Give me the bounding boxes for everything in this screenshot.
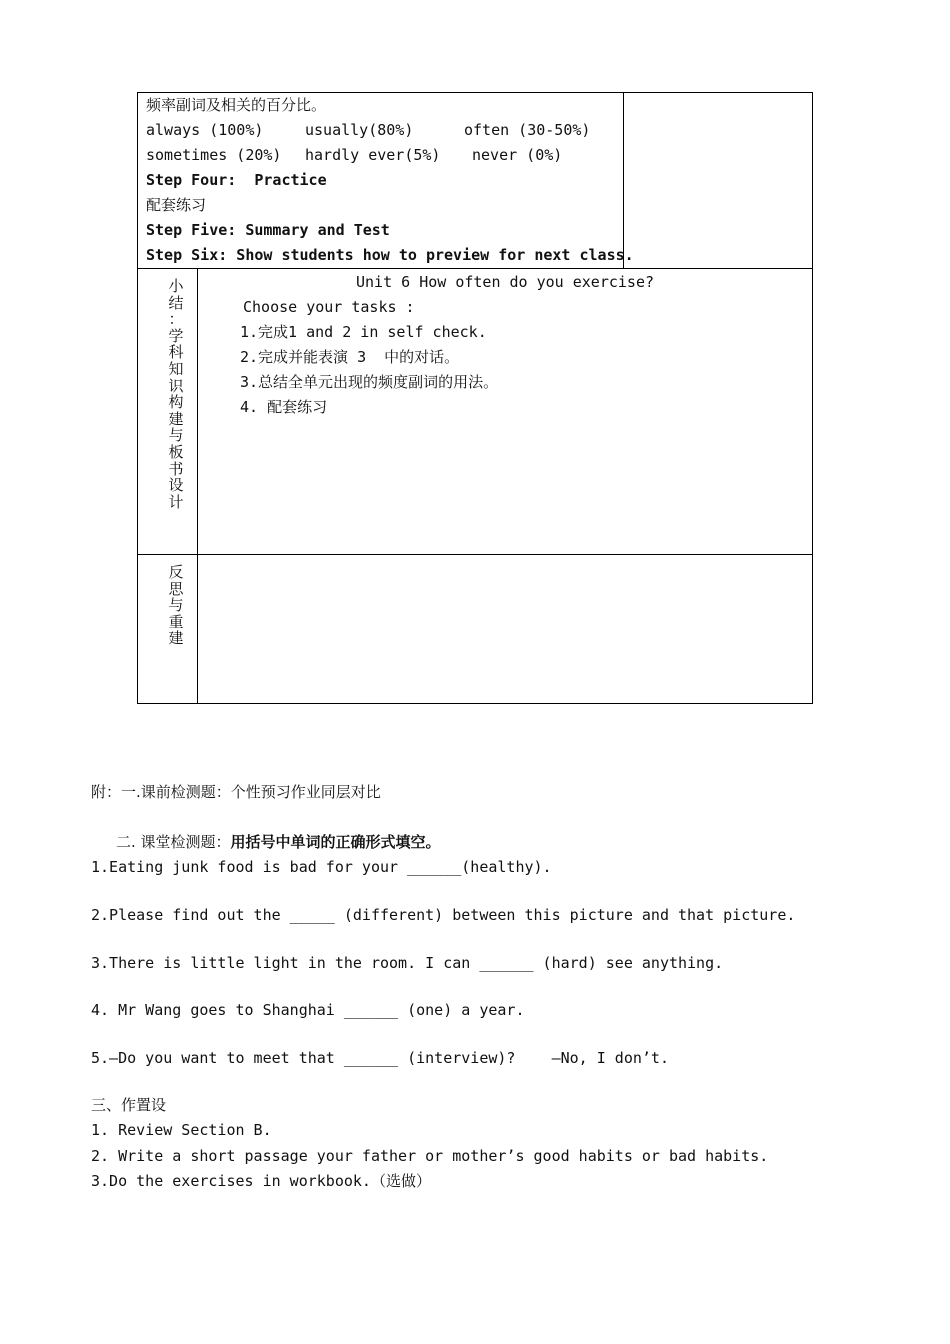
unit-title: Unit 6 How often do you exercise? — [355, 273, 654, 291]
table-bottom-border — [137, 703, 813, 704]
summary-label: 小 结 ： 学 科 知 识 构 建 与 板 书 设 计 — [168, 277, 184, 511]
appendix-part-1: 附：一.课前检测题：个性预习作业同层对比 — [91, 783, 381, 801]
task-item: 3.总结全单元出现的频度副词的用法。 — [240, 373, 499, 391]
step-four-detail: 配套练习 — [146, 196, 207, 214]
homework-item: 2. Write a short passage your father or mother’s good habits or bad habits. — [91, 1147, 769, 1165]
freq-hardly-ever: hardly ever(5%) — [305, 146, 441, 164]
question-item: 4. Mr Wang goes to Shanghai ______ (one) a year. — [91, 1001, 525, 1019]
freq-often: often (30-50%) — [464, 121, 591, 139]
question-item: 2.Please find out the _____ (different) between this picture and that picture. — [91, 906, 796, 924]
question-item: 1.Eating junk food is bad for your ______(healthy). — [91, 858, 552, 876]
table-right-border — [812, 92, 813, 704]
question-item: 5.—Do you want to meet that ______ (interview)? —No, I don’t. — [91, 1049, 669, 1067]
step-five: Step Five: Summary and Test — [146, 221, 390, 239]
step-four: Step Four: Practice — [146, 171, 327, 189]
table-left-border — [137, 92, 138, 704]
row-divider-2 — [137, 554, 813, 555]
row-divider-1 — [137, 268, 813, 269]
question-item: 3.There is little light in the room. I can ______ (hard) see anything. — [91, 954, 724, 972]
homework-item: 1. Review Section B. — [91, 1121, 272, 1139]
task-item: 2.完成并能表演 3 中的对话。 — [240, 348, 460, 366]
freq-never: never (0%) — [472, 146, 563, 164]
appendix-part-2: 二. 课堂检测题：用括号中单词的正确形式填空。 — [116, 833, 441, 851]
freq-title: 频率副词及相关的百分比。 — [146, 96, 327, 114]
reflection-label: 反 思 与 重 建 — [168, 563, 184, 648]
homework-item: 3.Do the exercises in workbook.（选做） — [91, 1172, 431, 1190]
freq-always: always (100%) — [146, 121, 264, 139]
step-six: Step Six: Show students how to preview for next class. — [146, 246, 634, 264]
task-item: 4. 配套练习 — [240, 398, 328, 416]
choose-tasks: Choose your tasks : — [243, 298, 415, 316]
freq-sometimes: sometimes (20%) — [146, 146, 282, 164]
task-item: 1.完成1 and 2 in self check. — [240, 323, 487, 341]
homework-title: 三、作置设 — [91, 1096, 167, 1114]
label-column-divider — [197, 268, 198, 704]
freq-usually: usually(80%) — [305, 121, 414, 139]
